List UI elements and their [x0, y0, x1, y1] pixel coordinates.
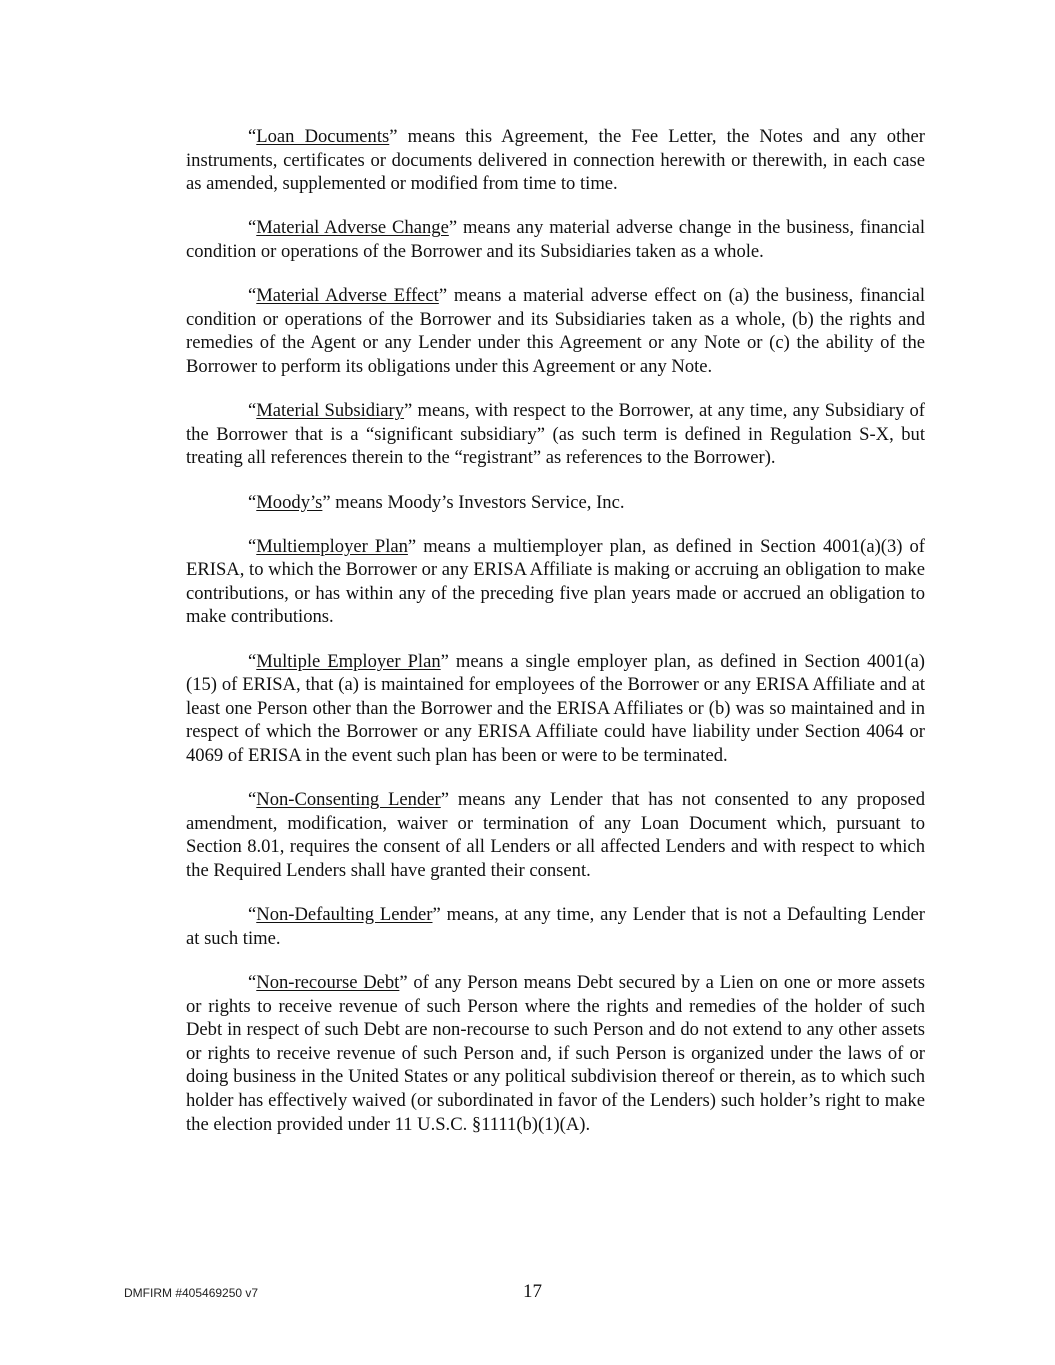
definition-paragraph	[186, 284, 925, 378]
defined-term: Non-recourse Debt	[256, 971, 400, 993]
open-quote: “	[248, 789, 257, 811]
open-quote: “	[248, 491, 257, 513]
definition-paragraph	[186, 399, 925, 470]
definition-paragraph	[186, 788, 925, 882]
definition-paragraph	[186, 125, 925, 196]
definitions-section	[186, 125, 925, 1157]
defined-term: Material Adverse Change	[256, 217, 449, 239]
definition-text: ” means Moody’s Investors Service, Inc.	[322, 491, 625, 513]
definition-text: ” means a material adverse effect on (a) the business, financial condition or operations of the Borrower and its Subsidiaries taken as a whole, (b) the rights and remedies of the Agent or any Lender under this Agreement or any Note or (c) the ability of the Borrower to perform its obligations under this Agreement or any Note.	[186, 285, 925, 377]
definition-text: ” means a multiemployer plan, as defined in Section 4001(a)(3) of ERISA, to which the Borrower or any ERISA Affiliate is making or accruing an obligation to make contributions, or has within any of the preceding five plan years made or accrued an obligation to make contributions.	[186, 535, 925, 628]
defined-term: Moody’s	[256, 491, 323, 513]
open-quote: “	[248, 400, 257, 422]
definition-text: ” means a single employer plan, as defined in Section 4001(a)(15) of ERISA, that (a) is maintained for employees of the Borrower or any ERISA Affiliate and at least one Person other than the Borrower and the ERISA Affiliates or (b) was so maintained and in respect of which the Borrower or any ERISA Affiliate could have liability under Section 4064 or 4069 of ERISA in the event such plan has been or were to be terminated.	[186, 650, 925, 767]
definition-text: ” means any Lender that has not consented to any proposed amendment, modification, waiver or termination of any Loan Document which, pursuant to Section 8.01, requires the consent of all Lenders or all affected Lenders and with respect to which the Required Lenders shall have granted their consent.	[186, 789, 926, 881]
definition-text: ” of any Person means Debt secured by a Lien on one or more assets or rights to receive revenue of such Person where the rights and remedies of the holder of such Debt in respect of such Debt are non-recourse to such Person and do not extend to any other assets or rights to receive revenue of such Person and, if such Person is organized under the laws of or doing business in the United States or any political subdivision thereof or therein, as to which such holder has effectively waived (or subordinated in favor of the Lenders) such holder’s right to make the election provided under 11 U.S.C. §1111(b)(1)(A).	[186, 971, 926, 1135]
open-quote: “	[248, 971, 257, 993]
open-quote: “	[248, 535, 257, 557]
definition-paragraph	[186, 216, 925, 263]
defined-term: Multiple Employer Plan	[256, 650, 441, 672]
definition-paragraph	[186, 491, 925, 515]
open-quote: “	[248, 126, 257, 147]
defined-term: Non-Defaulting Lender	[256, 904, 433, 926]
defined-term: Material Adverse Effect	[256, 285, 439, 307]
definition-text: ” means, at any time, any Lender that is not a Defaulting Lender at such time.	[186, 904, 925, 949]
open-quote: “	[248, 217, 257, 239]
defined-term: Multiemployer Plan	[256, 535, 408, 557]
page-number: 17	[523, 1281, 542, 1302]
definition-text: ” means this Agreement, the Fee Letter, the Notes and any other instruments, certificates or documents delivered in connection herewith or therewith, in each case as amended, supplemented or modified from time to time.	[186, 126, 925, 195]
open-quote: “	[248, 650, 257, 672]
definition-paragraph	[186, 971, 925, 1136]
definition-text: ” means any material adverse change in the business, financial condition or operations of the Borrower and its Subsidiaries taken as a whole.	[186, 217, 925, 262]
defined-term: Loan Documents	[256, 126, 390, 147]
defined-term: Non-Consenting Lender	[256, 789, 441, 811]
document-id: DMFIRM #405469250 v7	[124, 1286, 259, 1300]
definition-paragraph	[186, 535, 925, 629]
definition-paragraph	[186, 650, 925, 768]
defined-term: Material Subsidiary	[256, 400, 405, 422]
definition-text: ” means, with respect to the Borrower, at any time, any Subsidiary of the Borrower that is a “significant subsidiary” (as such term is defined in Regulation S-X, but treating all references therein to the “registrant” as references to the Borrower).	[186, 400, 925, 469]
definition-paragraph	[186, 903, 925, 950]
open-quote: “	[248, 285, 257, 307]
open-quote: “	[248, 904, 257, 926]
